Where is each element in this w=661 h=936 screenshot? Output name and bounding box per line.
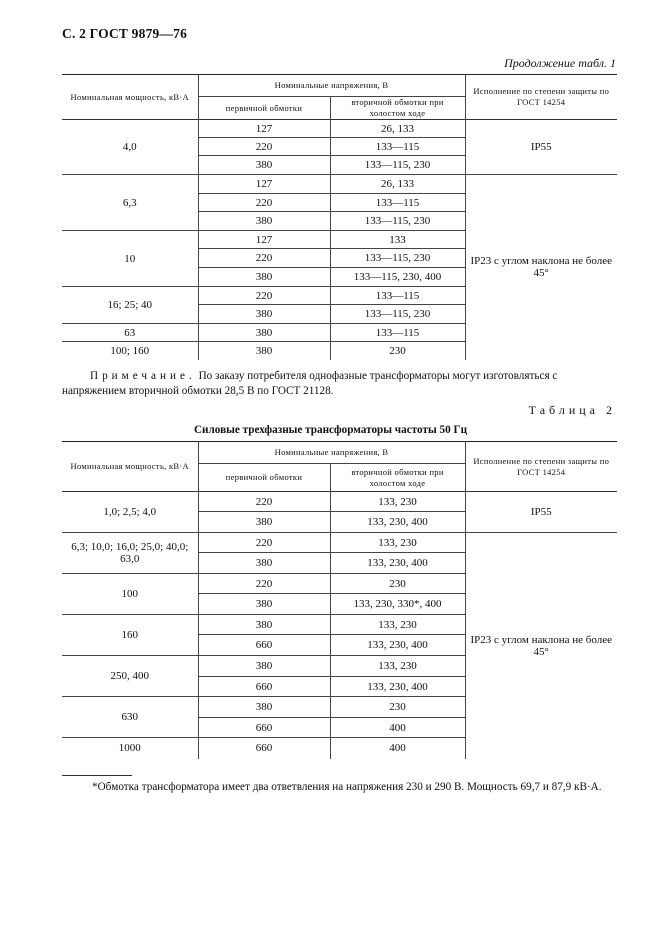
primary-voltage-cell: 380	[198, 594, 330, 615]
header-primary: первичной обмотки	[198, 464, 330, 492]
table-row	[62, 533, 617, 553]
primary-voltage-cell: 380	[198, 615, 330, 635]
primary-voltage-cell: 127	[198, 120, 330, 138]
header-voltages: Номинальные напряжения, В	[198, 75, 465, 97]
primary-voltage-cell: 380	[198, 512, 330, 533]
header-power: Номинальная мощность, кВ·А	[62, 75, 198, 120]
primary-voltage-cell: 380	[198, 305, 330, 324]
table-2	[62, 441, 617, 759]
primary-voltage-cell: 220	[198, 194, 330, 212]
table-continuation-label: Продолжение табл. 1	[504, 56, 616, 70]
secondary-voltage-cell: 133	[330, 231, 465, 249]
primary-voltage-cell: 660	[198, 738, 330, 759]
table-row	[62, 492, 617, 512]
power-cell: 63	[62, 324, 198, 342]
secondary-voltage-cell: 133, 230	[330, 615, 465, 635]
protection-cell: IP55	[465, 492, 617, 533]
primary-voltage-cell: 380	[198, 156, 330, 175]
table-row	[62, 120, 617, 138]
secondary-voltage-cell: 26, 133	[330, 120, 465, 138]
primary-voltage-cell: 127	[198, 175, 330, 194]
primary-voltage-cell: 380	[198, 553, 330, 574]
header-secondary: вторичной обмотки при холостом ходе	[351, 466, 444, 488]
footnote: *Обмотка трансформатора имеет два ответвления на напряжения 230 и 290 В. Мощность 69,7 и 87,9 кВ·А.	[92, 781, 602, 793]
secondary-voltage-cell: 230	[330, 574, 465, 594]
page-header: С. 2 ГОСТ 9879—76	[62, 26, 188, 41]
primary-voltage-cell: 220	[198, 574, 330, 594]
primary-voltage-cell: 220	[198, 287, 330, 305]
secondary-voltage-cell: 133—115, 230, 400	[330, 268, 465, 287]
power-cell: 1000	[62, 738, 198, 759]
secondary-voltage-cell: 133—115	[330, 138, 465, 156]
primary-voltage-cell: 380	[198, 697, 330, 718]
secondary-voltage-cell: 133—115	[330, 194, 465, 212]
power-cell: 630	[62, 697, 198, 738]
header-protection: Исполнение по степени защиты по ГОСТ 14254	[465, 442, 617, 492]
power-cell: 250, 400	[62, 656, 198, 697]
secondary-voltage-cell: 133, 230, 400	[330, 553, 465, 574]
primary-voltage-cell: 660	[198, 718, 330, 738]
primary-voltage-cell: 220	[198, 533, 330, 553]
secondary-voltage-cell: 133—115, 230	[330, 249, 465, 268]
power-cell: 16; 25; 40	[62, 287, 198, 324]
secondary-voltage-cell: 133, 230	[330, 533, 465, 553]
primary-voltage-cell: 380	[198, 268, 330, 287]
secondary-voltage-cell: 133, 230	[330, 656, 465, 677]
header-power: Номинальная мощность, кВ·А	[62, 442, 198, 492]
secondary-voltage-cell: 133—115	[330, 324, 465, 342]
table-2-label: Таблица 2	[528, 403, 616, 417]
secondary-voltage-cell: 26, 133	[330, 175, 465, 194]
primary-voltage-cell: 220	[198, 492, 330, 512]
table-1	[62, 74, 617, 360]
primary-voltage-cell: 220	[198, 249, 330, 268]
table-row	[62, 175, 617, 194]
power-cell: 160	[62, 615, 198, 656]
primary-voltage-cell: 380	[198, 212, 330, 231]
note-label: Примечание.	[90, 370, 196, 382]
primary-voltage-cell: 660	[198, 635, 330, 656]
secondary-voltage-cell: 133, 230, 330*, 400	[330, 594, 465, 615]
secondary-voltage-cell: 133, 230, 400	[330, 635, 465, 656]
power-cell: 100	[62, 574, 198, 615]
secondary-voltage-cell: 230	[330, 697, 465, 718]
header-voltages: Номинальные напряжения, В	[198, 442, 465, 464]
secondary-voltage-cell: 133, 230, 400	[330, 512, 465, 533]
header-secondary: вторичной обмотки при холостом ходе	[351, 97, 444, 118]
note	[62, 369, 607, 399]
power-cell: 6,3	[62, 175, 198, 231]
note-text: По заказу потребителя однофазные трансформаторы могут изготовляться с напряжением вторичной обмотки 28,5 В по ГОСТ 21128.	[62, 370, 558, 397]
table-2-title: Силовые трехфазные трансформаторы частоты 50 Гц	[193, 424, 468, 436]
footnote-divider	[62, 775, 132, 776]
primary-voltage-cell: 127	[198, 231, 330, 249]
power-cell: 4,0	[62, 120, 198, 175]
power-cell: 1,0; 2,5; 4,0	[62, 492, 198, 533]
secondary-voltage-cell: 400	[389, 742, 406, 755]
secondary-voltage-cell: 133—115, 230	[330, 212, 465, 231]
power-cell: 10	[62, 231, 198, 287]
secondary-voltage-cell: 133, 230, 400	[330, 677, 465, 697]
primary-voltage-cell: 220	[198, 138, 330, 156]
power-cell: 100; 160	[62, 342, 198, 360]
protection-cell: IP23 с углом наклона не более 45°	[465, 533, 617, 759]
secondary-voltage-cell: 133—115, 230	[330, 305, 465, 324]
header-primary: первичной обмотки	[198, 97, 330, 120]
primary-voltage-cell: 380	[198, 324, 330, 342]
secondary-voltage-cell: 133—115, 230	[330, 156, 465, 175]
primary-voltage-cell: 380	[198, 342, 330, 360]
primary-voltage-cell: 380	[198, 656, 330, 677]
protection-cell: IP55	[465, 120, 617, 175]
header-protection: Исполнение по степени защиты по ГОСТ 14254	[465, 75, 617, 120]
secondary-voltage-cell: 400	[330, 718, 465, 738]
protection-cell: IP23 с углом наклона не более 45°	[465, 175, 617, 360]
secondary-voltage-cell: 230	[389, 344, 406, 357]
secondary-voltage-cell: 133—115	[330, 287, 465, 305]
primary-voltage-cell: 660	[198, 677, 330, 697]
secondary-voltage-cell: 133, 230	[330, 492, 465, 512]
power-cell: 6,3; 10,0; 16,0; 25,0; 40,0; 63,0	[62, 533, 198, 574]
